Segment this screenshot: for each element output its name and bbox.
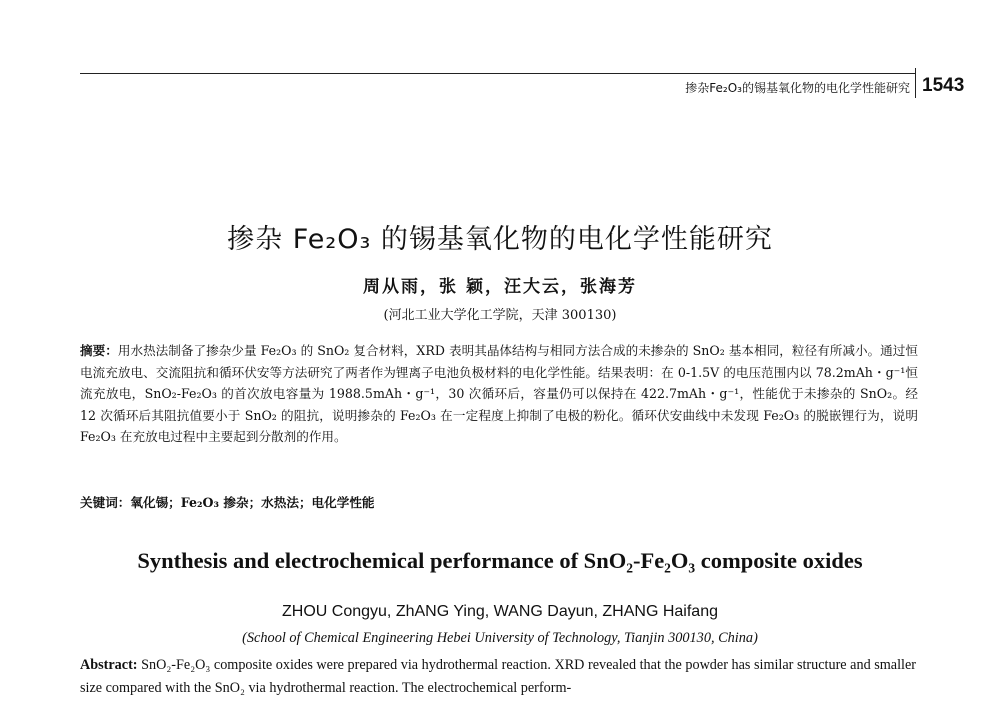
english-affiliation: (School of Chemical Engineering Hebei University of Technology, Tianjin 300130, China) [242,630,758,646]
chinese-abstract-label: 摘要： [80,343,118,358]
header-rule [80,73,915,74]
english-authors: ZHOU Congyu, ZhANG Ying, WANG Dayun, ZHANG Haifang [282,603,718,620]
english-abstract [80,654,916,700]
chinese-authors: 周从雨，张 颖，汪大云，张海芳 [363,277,637,297]
page-number: 1543 [922,75,965,96]
chinese-abstract-text: 用水热法制备了掺杂少量 Fe₂O₃ 的 SnO₂ 复合材料，XRD 表明其晶体结构与相同方法合成的未掺杂的 SnO₂ 基本相同，粒径有所减小。通过恒电流充放电、交流阻抗和循环伏安等方法研究了两者作为锂离子电池负极材料的电化学性能。结果表明：在 0-1.5V 的电压范围内以 78.2mAh・g⁻¹恒流充放电，SnO₂-Fe₂O₃ 的首次放电容量为 1988.5mAh・g⁻¹，30 次循环后，容量仍可以保持在 422.7mAh・g⁻¹，性能优于未掺杂的 SnO₂。经 12 次循环后其阻抗值要小于 SnO₂ 的阻抗，说明掺杂的 Fe₂O₃ 在一定程度上抑制了电极的粉化。循环伏安曲线中未发现 Fe₂O₃ 的脱嵌锂行为，说明 Fe₂O₃ 在充放电过程中主要起到分散剂的作用。 [80,343,918,445]
english-abstract-text: SnO₂-Fe₂O₃ composite oxides were prepared via hydrothermal reaction. XRD revealed that the powder has similar structure and smaller size compared with the SnO₂ via hydrothermal reaction. The electrochemical perform- [80,657,916,696]
chinese-abstract [80,340,918,448]
header-divider [915,68,916,98]
chinese-affiliation: (河北工业大学化工学院，天津 300130) [383,308,617,323]
chinese-keywords-text: 氧化锡；Fe₂O₃ 掺杂；水热法；电化学性能 [130,495,375,510]
english-title: Synthesis and electrochemical performance of SnO₂-Fe₂O₃ composite oxides [137,548,863,573]
chinese-keywords-label: 关键词： [80,495,131,510]
chinese-title: 掺杂 Fe₂O₃ 的锡基氧化物的电化学性能研究 [227,224,773,255]
english-abstract-label: Abstract: [80,657,138,673]
chinese-keywords [80,492,918,511]
running-title: 掺杂Fe₂O₃的锡基氧化物的电化学性能研究 [685,81,910,95]
